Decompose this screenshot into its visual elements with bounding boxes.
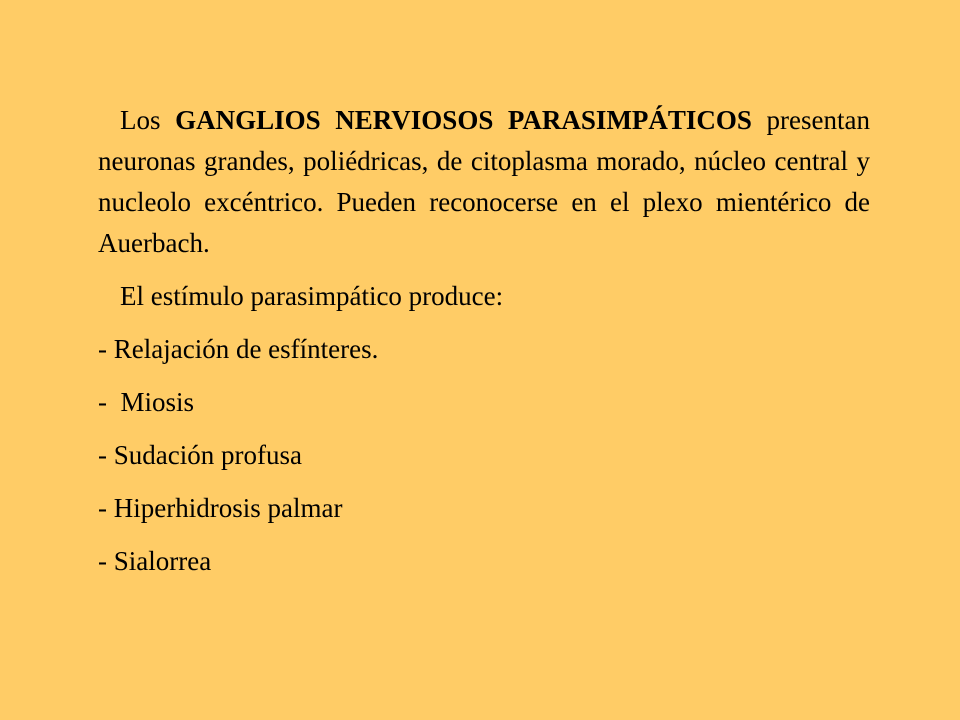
stimulus-paragraph: El estímulo parasimpático produce: <box>120 281 504 311</box>
effects-list <box>98 329 870 582</box>
intro-paragraph <box>98 100 870 264</box>
intro-bold-term: GANGLIOS NERVIOSOS PARASIMPÁTICOS <box>175 105 752 135</box>
intro-prefix: Los <box>120 105 176 135</box>
intro-body: presentan neuronas grandes, poliédricas, de citoplasma morado, núcleo central y nucleolo excéntrico. Pueden reconocerse en el plexo mientérico de Auerbach. <box>98 105 871 258</box>
list-item: - Relajación de esfínteres. <box>98 334 379 364</box>
list-item: - Hiperhidrosis palmar <box>98 493 343 523</box>
list-item: - Miosis <box>98 387 195 417</box>
list-item: - Sudación profusa <box>98 440 302 470</box>
slide-content <box>98 100 870 594</box>
list-item: - Sialorrea <box>98 546 212 576</box>
